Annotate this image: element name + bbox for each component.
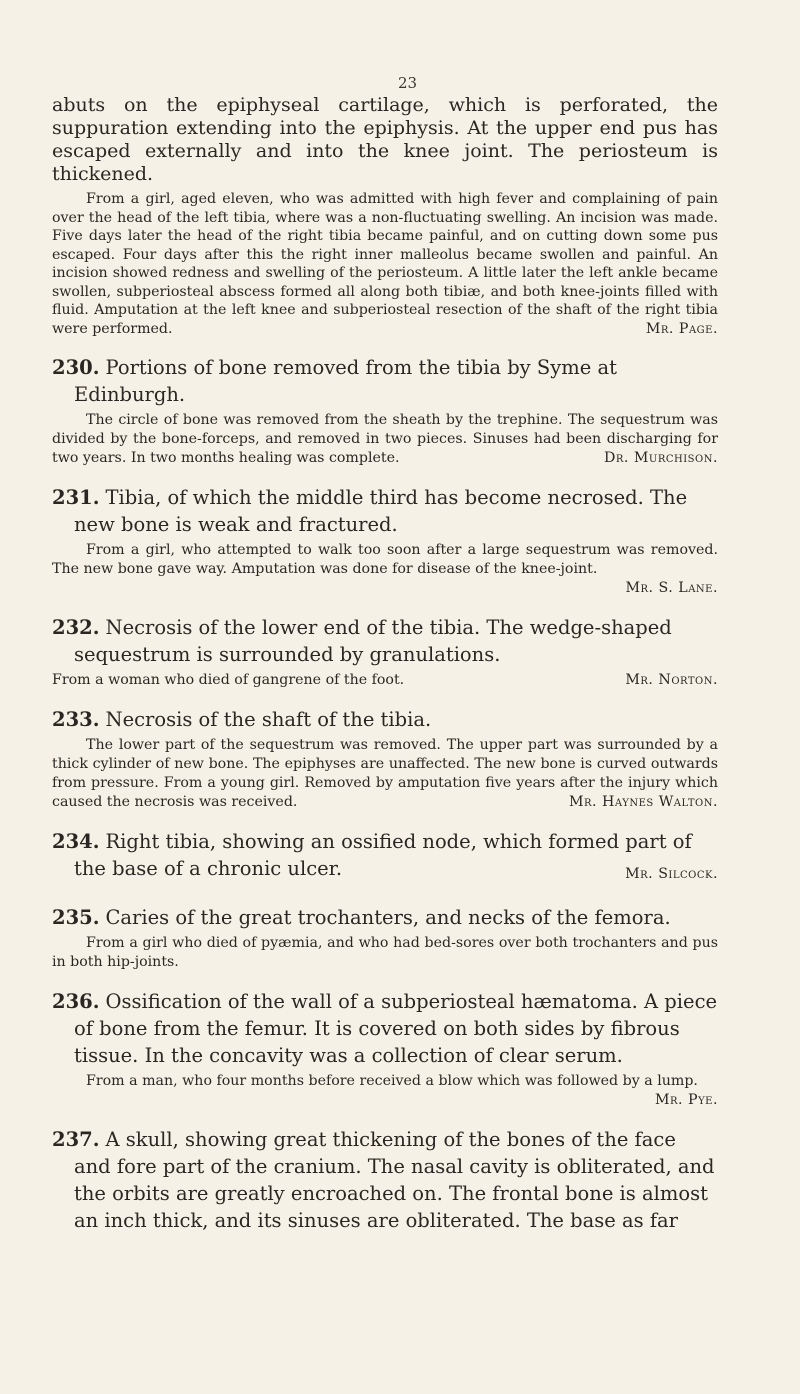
entry-number: 234. [52,830,100,853]
lead-paragraph-text: abuts on the epiphyseal cartilage, which is perforated, the suppuration extending into the epiphysis. At the upper end pus has escaped externally and into the knee joint. The periosteum is thickened. [52,94,718,185]
entry-body [52,671,718,690]
catalogue-entry-233 [52,706,718,812]
catalogue-entry-237 [52,1126,718,1234]
entry-heading [52,354,718,408]
entry-heading-text: Tibia, of which the middle third has become necrosed. The new bone is weak and fractured. [74,486,688,536]
entry-author: Dr. Murchison. [603,450,718,466]
entry-heading [52,614,718,668]
entry-number: 235. [52,906,100,929]
catalogue-entry-235 [52,904,718,972]
entry-heading [52,1126,718,1234]
entry-body-text: From a man, who four months before received a blow which was followed by a lump. [86,1073,698,1089]
entry-heading-text: Portions of bone removed from the tibia by Syme at Edinburgh. [74,356,617,406]
entry-heading-text: Caries of the great trochanters, and necks of the femora. [105,906,671,929]
lead-paragraph [52,50,718,186]
entry-number: 233. [52,708,100,731]
entry-heading [52,828,718,882]
lead-note-author: Mr. Page. [645,320,718,337]
entry-author: Mr. Haynes Walton. [568,794,718,810]
entry-author: Mr. Norton. [625,672,718,688]
entry-heading-text: Ossification of the wall of a subperiosteal hæmatoma. A piece of bone from the femur. It is covered on both sides by fibrous tissue. In the concavity was a collection of clear serum. [74,990,718,1067]
entry-author: Mr. Pye. [654,1092,718,1108]
lead-note-text: From a girl, aged eleven, who was admitted with high fever and complaining of pain over the head of the left tibia, where was a non-fluctuating swelling. An incision was made. Five days later the head of the right tibia became painful, and on cutting down some pus escaped. Four days after this the right inner malleolus became swollen and painful. An incision showed redness and swelling of the periosteum. A little later the left ankle became swollen, subperiosteal abscess formed all along both tibiæ, and both knee-joints filled with fluid. Amputation at the left knee and subperiosteal resection of the shaft of the right tibia were performed. [52,191,718,337]
entry-heading [52,484,718,538]
entry-body [52,411,718,468]
entry-number: 237. [52,1128,100,1151]
lead-note [52,190,718,338]
entry-heading-text: A skull, showing great thickening of the bones of the face and fore part of the cranium. The nasal cavity is obliterated, and the orbits are greatly encroached on. The frontal bone is almost an inch thick, and its sinuses are obliterated. The base as far [74,1128,715,1232]
entry-body [52,736,718,812]
entry-heading-text: Necrosis of the shaft of the tibia. [105,708,432,731]
entry-heading-text: Necrosis of the lower end of the tibia. The wedge-shaped sequestrum is surrounded by granulations. [74,616,672,666]
entry-number: 232. [52,616,100,639]
entry-author: Mr. Silcock. [625,866,718,882]
entry-body-text: The circle of bone was removed from the sheath by the trephine. The sequestrum was divided by the bone-forceps, and removed in two pieces. Sinuses had been discharging for two years. In two months healing was complete. [52,412,718,466]
entry-heading-text: Right tibia, showing an ossified node, which formed part of the base of a chronic ulcer. [74,830,692,880]
entry-heading [52,706,718,733]
entry-body-text: From a girl, who attempted to walk too soon after a large sequestrum was removed. The new bone gave way. Amputation was done for disease of the knee-joint. [52,542,718,577]
entry-heading [52,904,718,931]
catalogue-entry-236 [52,988,718,1110]
entry-number: 230. [52,356,100,379]
catalogue-entry-230 [52,354,718,468]
entry-number: 231. [52,486,100,509]
entry-body-text: From a woman who died of gangrene of the foot. [52,672,405,688]
page-number: 23 [398,74,418,92]
catalogue-entry-232 [52,614,718,690]
entry-body [52,934,718,972]
entry-body [52,541,718,579]
entry-body-text: From a girl who died of pyæmia, and who had bed-sores over both trochanters and pus in both hip-joints. [52,935,718,970]
entry-author: Mr. S. Lane. [625,580,718,596]
entry-body-text: The lower part of the sequestrum was removed. The upper part was surrounded by a thick cylinder of new bone. The epiphyses are unaffected. The new bone is curved outwards from pressure. From a young girl. Removed by amputation five years after the injury which caused the necrosis was received. [52,737,718,810]
entry-body [52,1072,718,1108]
entry-heading [52,988,718,1069]
catalogue-entry-231 [52,484,718,598]
entry-author-line [52,579,718,598]
catalogue-entry-234 [52,828,718,888]
entry-number: 236. [52,990,100,1013]
